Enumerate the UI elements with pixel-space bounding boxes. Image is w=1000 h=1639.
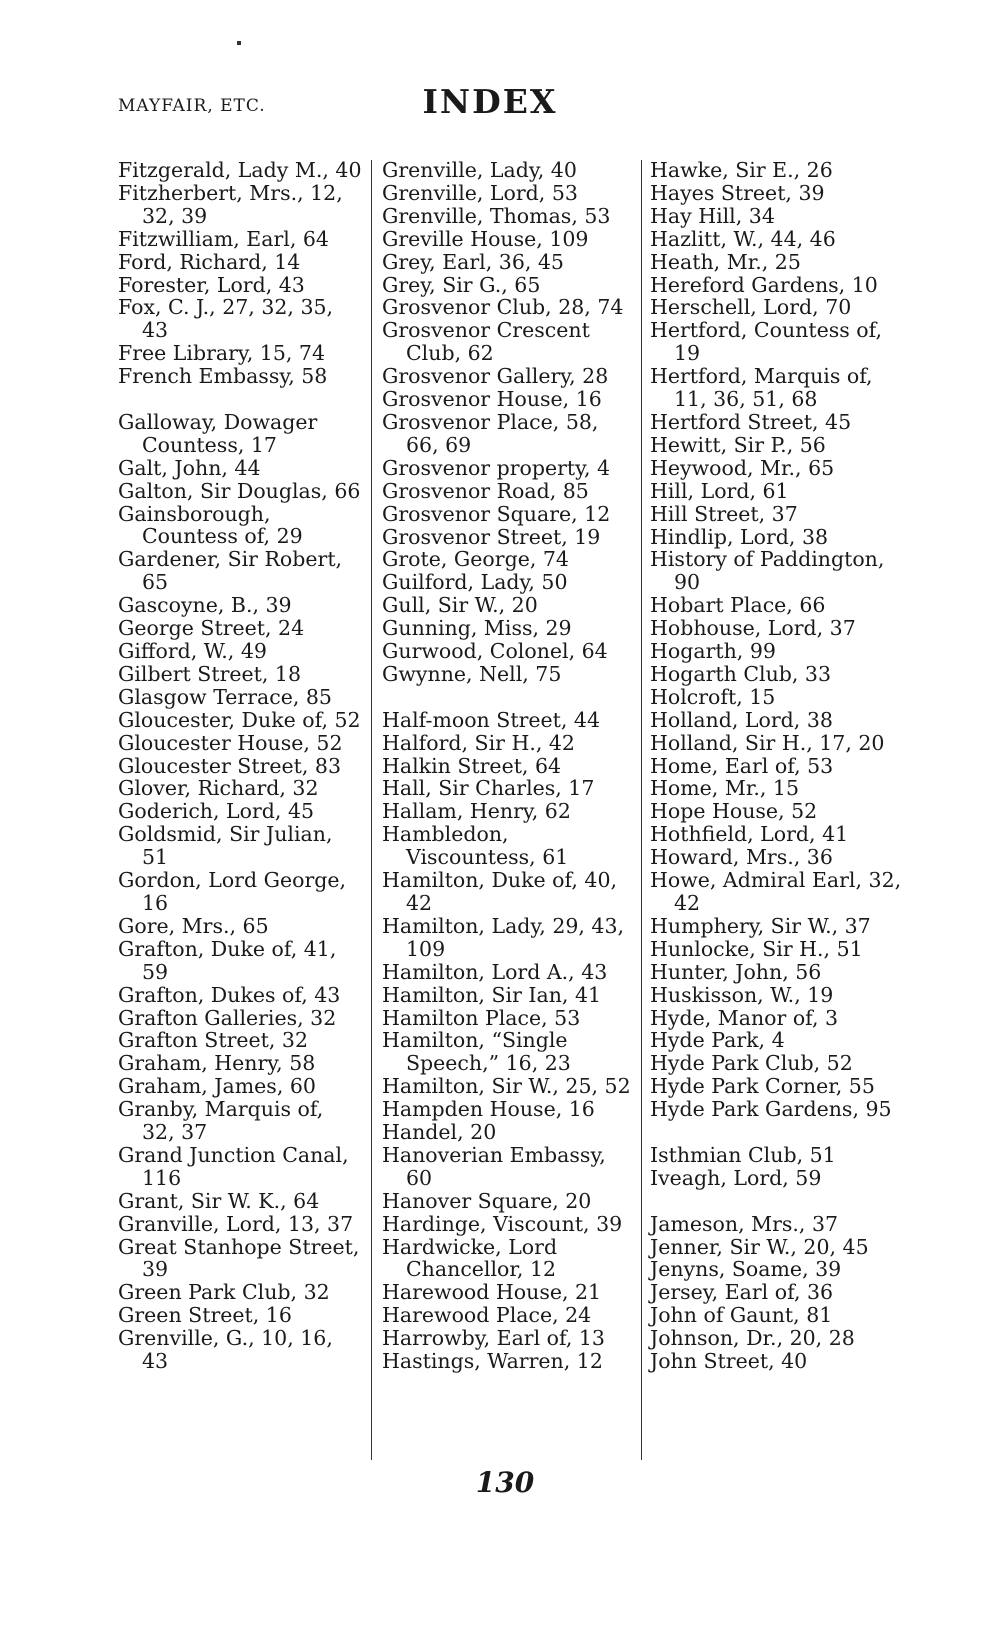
index-entry: Gloucester House, 52 (118, 730, 343, 755)
index-entry: Fitzherbert, Mrs., 12, 32, 39 (118, 180, 350, 228)
index-entry: Jersey, Earl of, 36 (650, 1280, 834, 1305)
index-entry: Hall, Sir Charles, 17 (382, 776, 595, 801)
index-entry: Grafton, Dukes of, 43 (118, 982, 341, 1007)
index-entry: Hyde Park Corner, 55 (650, 1074, 875, 1099)
index-entry: Hill, Lord, 61 (650, 478, 789, 503)
index-entry: Galton, Sir Douglas, 66 (118, 478, 361, 503)
index-entry: Great Stanhope Street, 39 (118, 1234, 366, 1282)
index-entry: Halford, Sir H., 42 (382, 730, 575, 755)
index-entry: Hogarth Club, 33 (650, 661, 832, 686)
index-entry: Huskisson, W., 19 (650, 982, 834, 1007)
index-entry: Hambledon, Viscountess, 61 (382, 822, 569, 870)
index-entry: Gloucester, Duke of, 52 (118, 707, 361, 732)
index-column-1 (118, 158, 366, 1374)
index-entry: Home, Mr., 15 (650, 776, 799, 801)
index-entry: John of Gaunt, 81 (650, 1303, 833, 1328)
index-entry: Heywood, Mr., 65 (650, 455, 835, 480)
index-entry: Goldsmid, Sir Julian, 51 (118, 822, 339, 870)
index-entry: Grosvenor Place, 58, 66, 69 (382, 409, 605, 457)
index-entry: Iveagh, Lord, 59 (650, 1165, 822, 1190)
index-entry: Fitzgerald, Lady M., 40 (118, 158, 362, 182)
index-entry: Hertford, Countess of, 19 (650, 318, 889, 366)
index-entry: Hay Hill, 34 (650, 203, 775, 228)
index-entry: Hamilton, Duke of, 40, 42 (382, 868, 624, 915)
index-entry: Jameson, Mrs., 37 (650, 1211, 839, 1236)
print-speck (237, 41, 241, 45)
page-number: 130 (475, 1466, 535, 1499)
index-entry: Hamilton, Lord A., 43 (382, 959, 608, 984)
index-entry: Grenville, G., 10, 16, 43 (118, 1326, 340, 1374)
index-entry: Hastings, Warren, 12 (382, 1349, 603, 1374)
index-entry: Handel, 20 (382, 1120, 497, 1145)
index-column-2 (382, 159, 632, 1373)
index-entry: Hobart Place, 66 (650, 593, 826, 618)
index-entry: Grafton Galleries, 32 (118, 1005, 337, 1030)
index-entry: Goderich, Lord, 45 (118, 799, 315, 824)
index-entry: Hazlitt, W., 44, 46 (650, 226, 836, 251)
index-entry: Grand Junction Canal, 116 (118, 1142, 356, 1190)
index-entry: Grenville, Lady, 40 (382, 158, 577, 182)
index-entry: Grosvenor Gallery, 28 (382, 364, 609, 389)
index-entry: Gordon, Lord George, 16 (118, 868, 353, 915)
index-entry: Hanover Square, 20 (382, 1188, 592, 1213)
index-entry: Grosvenor House, 16 (382, 387, 602, 412)
index-entry: Hobhouse, Lord, 37 (650, 616, 856, 641)
index-entry: Grosvenor property, 4 (382, 455, 611, 480)
index-entry: Grosvenor Crescent Club, 62 (382, 318, 597, 366)
index-entry: Galloway, Dowager Countess, 17 (118, 409, 324, 457)
index-entry: Graham, Henry, 58 (118, 1051, 316, 1076)
index-entry: Glover, Richard, 32 (118, 776, 319, 801)
index-entry: Half-moon Street, 44 (382, 707, 600, 732)
index-entry: Howard, Mrs., 36 (650, 845, 833, 870)
index-entry: Herschell, Lord, 70 (650, 295, 852, 320)
index-entry: Grote, George, 74 (382, 547, 569, 572)
index-entry: Hawke, Sir E., 26 (650, 158, 833, 182)
index-entry: Grosvenor Club, 28, 74 (382, 295, 624, 320)
index-entry: Gurwood, Colonel, 64 (382, 639, 608, 664)
index-entry: Hogarth, 99 (650, 639, 776, 664)
index-entry: Hyde Park Club, 52 (650, 1051, 853, 1076)
index-entry: French Embassy, 58 (118, 364, 328, 389)
index-entry: Gunning, Miss, 29 (382, 616, 572, 641)
index-entry: Harrowby, Earl of, 13 (382, 1326, 605, 1351)
column-divider-1 (371, 160, 372, 1460)
index-entry: Granby, Marquis of, 32, 37 (118, 1097, 330, 1145)
index-entry: John Street, 40 (650, 1349, 808, 1374)
index-entry: Hyde Park Gardens, 95 (650, 1097, 892, 1122)
column-divider-2 (641, 160, 642, 1460)
index-entry: Hayes Street, 39 (650, 180, 825, 205)
index-entry: Grosvenor Road, 85 (382, 478, 589, 503)
index-entry: Gainsborough, Countess of, 29 (118, 501, 303, 549)
index-entry: Harewood Place, 24 (382, 1303, 592, 1328)
index-entry: Green Park Club, 32 (118, 1280, 330, 1305)
index-entry: Forester, Lord, 43 (118, 272, 305, 297)
index-entry: Hertford, Marquis of, 11, 36, 51, 68 (650, 364, 880, 412)
index-entry: Home, Earl of, 53 (650, 753, 834, 778)
index-entry: Graham, James, 60 (118, 1074, 316, 1099)
index-entry: Glasgow Terrace, 85 (118, 684, 332, 709)
index-entry: Grenville, Thomas, 53 (382, 203, 611, 228)
index-entry: Hindlip, Lord, 38 (650, 524, 829, 549)
index-entry: Hertford Street, 45 (650, 409, 852, 434)
index-entry: Hardwicke, Lord Chancellor, 12 (382, 1234, 564, 1282)
index-entry: Jenyns, Soame, 39 (650, 1257, 842, 1282)
index-entry: Humphery, Sir W., 37 (650, 913, 871, 938)
index-entry: Grafton Street, 32 (118, 1028, 308, 1053)
page-title: INDEX (422, 82, 558, 121)
index-entry: Hamilton, Sir Ian, 41 (382, 982, 602, 1007)
index-entry: Hamilton Place, 53 (382, 1005, 581, 1030)
index-entry: Heath, Mr., 25 (650, 249, 801, 274)
index-entry: Gilbert Street, 18 (118, 661, 301, 686)
index-entry: Hothfield, Lord, 41 (650, 822, 849, 847)
index-entry: Grant, Sir W. K., 64 (118, 1188, 320, 1213)
index-entry: Halkin Street, 64 (382, 753, 562, 778)
index-entry: Hill Street, 37 (650, 501, 798, 526)
index-entry: Ford, Richard, 14 (118, 249, 301, 274)
index-entry: George Street, 24 (118, 616, 305, 641)
index-column-3 (650, 158, 908, 1374)
index-entry: Hamilton, Sir W., 25, 52 (382, 1074, 631, 1099)
index-entry: Grosvenor Square, 12 (382, 501, 611, 526)
index-entry: Isthmian Club, 51 (650, 1142, 836, 1167)
index-entry: Grey, Sir G., 65 (382, 272, 541, 297)
index-entry: Hunter, John, 56 (650, 959, 822, 984)
index-entry: History of Paddington, 90 (650, 547, 891, 595)
index-entry: Holland, Sir H., 17, 20 (650, 730, 885, 755)
index-entry: Hereford Gardens, 10 (650, 272, 878, 297)
index-entry: Gloucester Street, 83 (118, 753, 341, 778)
index-entry: Gull, Sir W., 20 (382, 593, 538, 618)
index-entry: Hyde, Manor of, 3 (650, 1005, 839, 1030)
index-entry: Grenville, Lord, 53 (382, 180, 578, 205)
index-entry: Hamilton, Lady, 29, 43, 109 (382, 913, 631, 961)
index-entry: Holland, Lord, 38 (650, 707, 833, 732)
index-entry: Fitzwilliam, Earl, 64 (118, 226, 329, 251)
index-entry: Free Library, 15, 74 (118, 341, 326, 366)
index-entry: Hope House, 52 (650, 799, 818, 824)
index-entry: Fox, C. J., 27, 32, 35, 43 (118, 295, 340, 343)
running-head: MAYFAIR, ETC. (118, 96, 266, 116)
index-entry: Hardinge, Viscount, 39 (382, 1211, 623, 1236)
index-entry: Green Street, 16 (118, 1303, 292, 1328)
index-entry: Gascoyne, B., 39 (118, 593, 292, 618)
index-entry: Johnson, Dr., 20, 28 (650, 1326, 855, 1351)
index-entry: Guilford, Lady, 50 (382, 570, 568, 595)
index-entry: Grosvenor Street, 19 (382, 524, 601, 549)
index-entry: Galt, John, 44 (118, 455, 261, 480)
index-entry: Harewood House, 21 (382, 1280, 602, 1305)
index-entry: Hunlocke, Sir H., 51 (650, 936, 863, 961)
index-entry: Holcroft, 15 (650, 684, 776, 709)
index-entry: Hanoverian Embassy, 60 (382, 1142, 613, 1190)
index-entry: Hewitt, Sir P., 56 (650, 432, 826, 457)
index-entry: Gardener, Sir Robert, 65 (118, 547, 349, 595)
index-entry: Gore, Mrs., 65 (118, 913, 269, 938)
index-entry: Greville House, 109 (382, 226, 589, 251)
index-entry: Hampden House, 16 (382, 1097, 595, 1122)
index-entry: Hallam, Henry, 62 (382, 799, 571, 824)
index-entry: Granville, Lord, 13, 37 (118, 1211, 354, 1236)
index-entry: Gwynne, Nell, 75 (382, 661, 562, 686)
index-entry: Jenner, Sir W., 20, 45 (650, 1234, 869, 1259)
index-entry: Howe, Admiral Earl, 32, 42 (650, 868, 908, 915)
index-entry: Gifford, W., 49 (118, 639, 267, 664)
index-entry: Grafton, Duke of, 41, 59 (118, 936, 343, 984)
index-entry: Hamilton, “Single Speech,” 16, 23 (382, 1028, 575, 1076)
index-entry: Grey, Earl, 36, 45 (382, 249, 564, 274)
index-entry: Hyde Park, 4 (650, 1028, 785, 1053)
